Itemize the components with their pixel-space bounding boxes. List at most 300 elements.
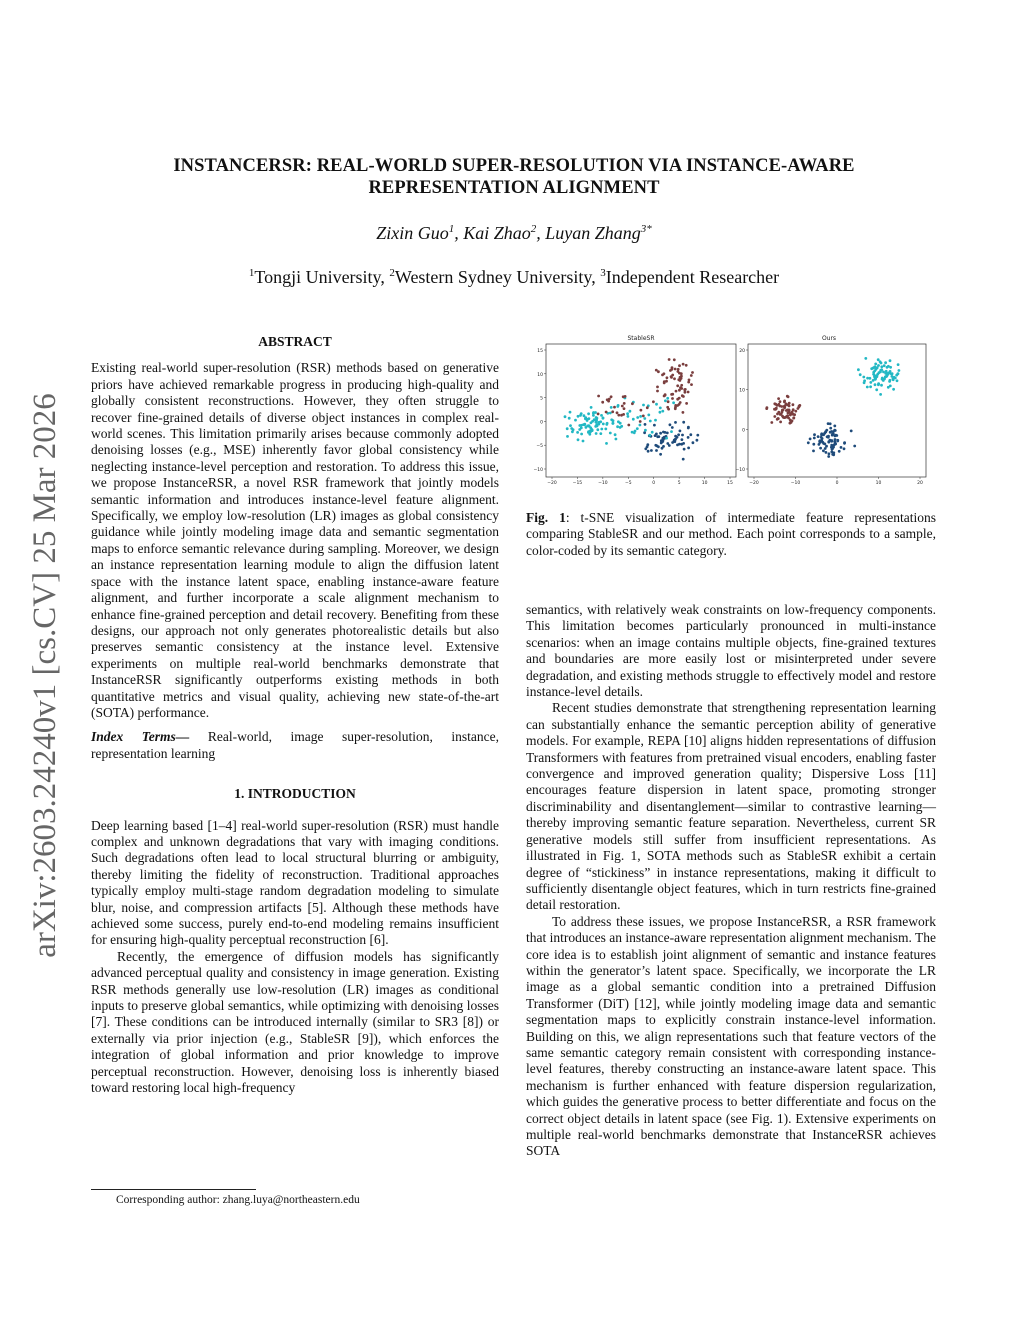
scatter-point <box>610 418 613 421</box>
scatter-point <box>866 386 869 389</box>
scatter-point <box>830 451 833 454</box>
scatter-point <box>778 403 781 406</box>
scatter-point <box>891 372 894 375</box>
scatter-point <box>785 403 788 406</box>
scatter-point <box>583 414 586 417</box>
affil-sup: 2 <box>389 267 395 279</box>
scatter-point <box>605 423 608 426</box>
scatter-point <box>664 399 667 402</box>
scatter-point <box>880 362 883 365</box>
scatter-point <box>683 388 686 391</box>
scatter-point <box>663 382 666 385</box>
x-tick-label: 0 <box>835 481 839 486</box>
scatter-point <box>655 449 658 452</box>
scatter-point <box>659 432 662 435</box>
scatter-point <box>669 423 672 426</box>
scatter-point <box>685 364 688 367</box>
scatter-point <box>680 443 683 446</box>
scatter-point <box>597 413 600 416</box>
scatter-point <box>782 409 785 412</box>
scatter-point <box>798 404 801 407</box>
scatter-point <box>665 437 668 440</box>
intro-paragraph-1: Deep learning based [1–4] real-world super-resolution (RSR) must handle complex and unknown degradations that vary with imaging conditions. Such degradations often lead to local structural blurring or ambiguity, thereby limiting the fidelity of reconstruction. Traditional approaches typically employ multi-stage random degradation modeling to simulate blur, noise, and compression artifacts [5]. Although these methods have achieved some success, purely end-to-end modeling remains insufficient for ensuring high-quality perceptual reconstruction [6]. <box>91 817 499 948</box>
scatter-point <box>656 390 659 393</box>
y-tick-label: 20 <box>739 349 745 354</box>
scatter-point <box>825 451 828 454</box>
index-terms-text: Real-world, image super-resolution, instance, representation learning <box>91 729 499 761</box>
scatter-point <box>597 395 600 398</box>
scatter-point <box>673 377 676 380</box>
scatter-point <box>605 411 608 414</box>
scatter-point <box>677 433 680 436</box>
y-tick-label: −10 <box>735 468 745 473</box>
scatter-point <box>791 411 794 414</box>
scatter-point <box>661 374 664 377</box>
affiliations <box>100 267 928 288</box>
scatter-point <box>568 417 571 420</box>
scatter-point <box>675 390 678 393</box>
scatter-point <box>653 424 656 427</box>
scatter-point <box>880 365 883 368</box>
figure-caption <box>526 510 936 559</box>
scatter-point <box>571 430 574 433</box>
affil-name: Tongji University, <box>254 267 390 287</box>
scatter-point <box>666 432 669 435</box>
scatter-point <box>604 428 607 431</box>
scatter-point <box>655 403 658 406</box>
scatter-point <box>579 414 582 417</box>
scatter-point <box>813 437 816 440</box>
x-tick-label: −20 <box>749 481 759 486</box>
scatter-point <box>610 406 613 409</box>
scatter-point <box>648 434 651 437</box>
scatter-point <box>577 438 580 441</box>
scatter-point <box>665 380 668 383</box>
right-paragraph-1: semantics, with relatively weak constraints on low-frequency components. This limitation becomes particularly pronounced in multi-instance scenarios: when an image contains multiple objects, fine-grained textures and boundaries are more easily lost or misinterpreted under severe degradation, and existing methods struggle to effectively model and restore instance-level details. <box>526 602 936 700</box>
scatter-point <box>623 407 626 410</box>
scatter-point <box>788 402 791 405</box>
scatter-point <box>619 426 622 429</box>
scatter-point <box>843 447 846 450</box>
scatter-point <box>676 436 679 439</box>
scatter-point <box>823 443 826 446</box>
scatter-point <box>666 397 669 400</box>
scatter-point <box>787 412 790 415</box>
scatter-point <box>859 373 862 376</box>
scatter-point <box>607 400 610 403</box>
scatter-point <box>656 386 659 389</box>
panel-title-ours: Ours <box>821 335 837 342</box>
author-name: Luyan Zhang <box>545 223 641 243</box>
scatter-point <box>655 369 658 372</box>
scatter-point <box>862 376 865 379</box>
scatter-point <box>827 436 830 439</box>
scatter-point <box>574 419 577 422</box>
scatter-point <box>827 422 830 425</box>
scatter-point <box>593 418 596 421</box>
scatter-point <box>671 426 674 429</box>
scatter-point <box>819 447 822 450</box>
x-tick-label: −5 <box>624 481 632 486</box>
scatter-point <box>779 400 782 403</box>
panel-ours <box>736 335 927 486</box>
scatter-point <box>696 434 699 437</box>
scatter-point <box>792 403 795 406</box>
scatter-point <box>621 405 624 408</box>
scatter-point <box>617 420 620 423</box>
scatter-point <box>671 397 674 400</box>
scatter-point <box>596 428 599 431</box>
scatter-point <box>834 429 837 432</box>
scatter-point <box>584 417 587 420</box>
scatter-point <box>597 421 600 424</box>
scatter-point <box>611 410 614 413</box>
affil-name: Western Sydney University, <box>394 267 601 287</box>
scatter-point <box>881 378 884 381</box>
scatter-point <box>794 410 797 413</box>
scatter-point <box>874 363 877 366</box>
scatter-point <box>833 425 836 428</box>
index-terms-label: Index Terms— <box>91 729 190 745</box>
scatter-point <box>644 429 647 432</box>
scatter-point <box>654 434 657 437</box>
scatter-point <box>661 440 664 443</box>
scatter-point <box>681 438 684 441</box>
scatter-point <box>676 398 679 401</box>
scatter-point <box>616 411 619 414</box>
scatter-point <box>657 445 660 448</box>
affil-name: Independent Researcher <box>605 267 780 287</box>
scatter-point <box>647 450 650 453</box>
scatter-point <box>626 412 629 415</box>
scatter-point <box>644 423 647 426</box>
scatter-point <box>832 432 835 435</box>
scatter-point <box>577 415 580 418</box>
scatter-point <box>689 433 692 436</box>
footnote-rule <box>91 1189 256 1190</box>
scatter-point <box>788 405 791 408</box>
y-tick-label: 5 <box>540 396 543 402</box>
scatter-point <box>828 452 831 455</box>
x-tick-label: −15 <box>572 481 583 486</box>
scatter-point <box>601 401 604 404</box>
scatter-point <box>627 424 630 427</box>
arxiv-stamp: arXiv:2603.24240v1 [cs.CV] 25 Mar 2026 <box>26 392 63 958</box>
scatter-point <box>673 440 676 443</box>
scatter-point <box>888 380 891 383</box>
scatter-point <box>612 422 615 425</box>
scatter-point <box>659 411 662 414</box>
scatter-point <box>667 400 670 403</box>
scatter-point <box>674 407 677 410</box>
scatter-point <box>777 417 780 420</box>
x-tick-label: −10 <box>598 481 608 486</box>
scatter-point <box>587 424 590 427</box>
scatter-point <box>812 450 815 453</box>
scatter-point <box>669 369 672 372</box>
scatter-point <box>609 432 612 435</box>
scatter-point <box>636 416 639 419</box>
right-paragraph-2: Recent studies demonstrate that strengthening representation learning can substantially enhance the semantic perception ability of generative models. For example, REPA [10] aligns hidden representations of diffusion Transformers with features from pretrained visual encoders, enabling faster convergence and improved generation quality; Dispersive Loss [11] encourages feature dispersion in latent space, promoting stronger discriminability and disentanglement—similar to contrastive learning—thereby improving semantic feature separation. Nevertheless, current SR generative models still suffer from insufficient representations. As illustrated in Fig. 1, SOTA methods such as StableSR exhibit a certain degree of “stickiness” in instance representations, making it difficult to sufficiently disentangle object features, which in turn restricts fine-grained detail restoration. <box>526 700 936 913</box>
scatter-point <box>588 433 591 436</box>
scatter-point <box>569 411 572 414</box>
scatter-point <box>652 400 655 403</box>
author-name: Kai Zhao <box>463 223 531 243</box>
scatter-point <box>820 439 823 442</box>
scatter-point <box>840 446 843 449</box>
scatter-point <box>888 371 891 374</box>
scatter-point <box>613 406 616 409</box>
scatter-point <box>817 435 820 438</box>
abstract-body: Existing real-world super-resolution (RSR) methods based on generative priors have achieved remarkable progress in producing high-quality and globally consistent reconstructions. However, they often struggle to recover fine-grained details of diverse object instances in complex real-world scenes. This limitation primarily arises because commonly adopted denoising losses (e.g., MSE) inherently favor global consistency while neglecting instance-level perception and restoration. To address this issue, we propose InstanceRSR, a novel RSR framework that jointly models semantic information and introduces instance-level feature alignment. Specifically, we employ low-resolution (LR) images as global consistency guidance while jointly modeling image data and semantic segmentation maps to enforce semantic relevance during sampling. Moreover, we design an instance representation learning module to align the diffusion latent space with the instance latent space, enabling instance-aware feature alignment, and further incorporate a scale alignment mechanism to enhance fine-grained perception and detail recovery. Benefiting from these designs, our approach not only generates photorealistic details but also preserves semantic consistency at the instance level. Extensive experiments on multiple real-world benchmarks demonstrate that InstanceRSR significantly outperforms existing methods in both quantitative metrics and visual quality, achieving new state-of-the-art (SOTA) performance. <box>91 360 499 720</box>
scatter-point <box>602 423 605 426</box>
scatter-point <box>578 424 581 427</box>
scatter-point <box>679 386 682 389</box>
title-line-1: INSTANCERSR: REAL-WORLD SUPER-RESOLUTION VIA INSTANCE-AWARE <box>173 156 855 176</box>
scatter-point <box>687 381 690 384</box>
scatter-point <box>631 431 634 434</box>
scatter-point <box>793 413 796 416</box>
y-tick-label: −5 <box>536 444 543 450</box>
scatter-point <box>869 381 872 384</box>
scatter-point <box>600 414 603 417</box>
panel-stablesr <box>534 335 737 486</box>
scatter-point <box>632 418 635 421</box>
scatter-point <box>825 445 828 448</box>
scatter-point <box>896 373 899 376</box>
scatter-point <box>666 442 669 445</box>
scatter-point <box>870 367 873 370</box>
scatter-point <box>636 427 639 430</box>
scatter-point <box>674 421 677 424</box>
scatter-point <box>647 414 650 417</box>
scatter-point <box>634 430 637 433</box>
title-line-2: REPRESENTATION ALIGNMENT <box>368 178 660 198</box>
scatter-point <box>680 384 683 387</box>
scatter-point <box>590 406 593 409</box>
scatter-point <box>631 402 634 405</box>
scatter-point <box>582 440 585 443</box>
x-tick-label: 5 <box>677 481 681 486</box>
scatter-point <box>624 395 627 398</box>
author-sup: 3* <box>640 223 652 235</box>
scatter-point <box>614 433 617 436</box>
scatter-point <box>896 379 899 382</box>
scatter-point <box>651 431 654 434</box>
scatter-point <box>770 421 773 424</box>
scatter-point <box>639 424 642 427</box>
scatter-point <box>879 393 882 396</box>
scatter-point <box>691 371 694 374</box>
scatter-point <box>884 376 887 379</box>
scatter-point <box>615 438 618 441</box>
scatter-point <box>687 427 690 430</box>
scatter-point <box>682 421 685 424</box>
scatter-point <box>683 448 686 451</box>
scatter-point <box>616 425 619 428</box>
author-sup: 2 <box>530 223 537 235</box>
caption-text: : t-SNE visualization of intermediate feature representations comparing StableSR and our method. Each point corresponds to a sample, color-coded by its semantic category. <box>526 510 936 558</box>
scatter-point <box>654 419 657 422</box>
affil-sup: 1 <box>248 267 255 279</box>
scatter-point <box>878 371 881 374</box>
left-column <box>91 334 499 1096</box>
scatter-point <box>877 358 880 361</box>
scatter-point <box>687 447 690 450</box>
scatter-point <box>643 431 646 434</box>
scatter-point <box>863 381 866 384</box>
scatter-point <box>783 406 786 409</box>
y-tick-label: 0 <box>540 420 543 426</box>
scatter-point <box>843 442 846 445</box>
right-column <box>526 602 936 1160</box>
scatter-point <box>668 358 671 361</box>
scatter-point <box>777 397 780 400</box>
scatter-point <box>609 412 612 415</box>
scatter-point <box>677 370 680 373</box>
scatter-point <box>642 415 645 418</box>
scatter-point <box>610 395 613 398</box>
scatter-point <box>773 415 776 418</box>
scatter-point <box>884 361 887 364</box>
scatter-point <box>765 407 768 410</box>
scatter-point <box>813 433 816 436</box>
scatter-point <box>830 446 833 449</box>
scatter-point <box>666 376 669 379</box>
scatter-point <box>807 441 810 444</box>
scatter-point <box>869 385 872 388</box>
scatter-point <box>889 385 892 388</box>
scatter-point <box>580 433 583 436</box>
scatter-point <box>605 442 608 445</box>
intro-heading: 1. INTRODUCTION <box>234 786 356 802</box>
scatter-point <box>684 391 687 394</box>
scatter-point <box>687 436 690 439</box>
intro-paragraph-2: Recently, the emergence of diffusion models has significantly advanced perceptual quality and consistency in image generation. Existing RSR methods generally use low-resolution (LR) images as conditional inputs to preserve global semantics, while optimizing with denoising losses [7]. These conditions can be introduced internally (similar to SR3 [8]) or externally via prior injection (e.g., StableSR [9]), which enforces the integration of global information and prior knowledge to improve perceptual reconstruction. However, denoising loss is inherently biased toward restoring local high-frequency <box>91 948 499 1096</box>
scatter-point <box>820 434 823 437</box>
scatter-point <box>679 401 682 404</box>
scatter-point <box>564 415 567 418</box>
y-tick-label: −10 <box>533 468 543 473</box>
scatter-point <box>812 443 815 446</box>
scatter-point <box>874 365 877 368</box>
scatter-point <box>792 417 795 420</box>
scatter-point <box>864 357 867 360</box>
x-tick-label: 20 <box>917 481 923 486</box>
scatter-point <box>576 431 579 434</box>
scatter-point <box>595 423 598 426</box>
scatter-point <box>690 374 693 377</box>
scatter-point <box>599 432 602 435</box>
paper-title <box>100 155 928 199</box>
author-list: Zixin Guo$^1$, Kai Zhao$^2$, Luyan Zhang$^{3*}$ <box>376 223 652 243</box>
scatter-point <box>880 384 883 387</box>
y-tick-label: 10 <box>537 372 543 378</box>
scatter-point <box>785 409 788 412</box>
y-tick-label: 10 <box>739 388 745 394</box>
x-tick-label: 0 <box>652 481 656 486</box>
scatter-point <box>657 435 660 438</box>
scatter-point <box>659 407 662 410</box>
scatter-point <box>670 393 673 396</box>
x-tick-label: −10 <box>790 481 801 486</box>
scatter-point <box>595 421 598 424</box>
scatter-point <box>679 430 682 433</box>
scatter-point <box>596 417 599 420</box>
scatter-point <box>829 431 832 434</box>
scatter-point <box>617 414 620 417</box>
scatter-point <box>639 415 642 418</box>
scatter-point <box>620 414 623 417</box>
scatter-point <box>789 419 792 422</box>
scatter-point <box>680 372 683 375</box>
scatter-point <box>654 444 657 447</box>
scatter-point <box>566 435 569 438</box>
scatter-point <box>873 375 876 378</box>
scatter-point <box>775 407 778 410</box>
scatter-point <box>673 358 676 361</box>
scatter-point <box>822 449 825 452</box>
scatter-point <box>664 431 667 434</box>
scatter-point <box>892 388 895 391</box>
scatter-point <box>696 439 699 442</box>
scatter-point <box>897 363 900 366</box>
scatter-point <box>566 427 569 430</box>
scatter-point <box>646 406 649 409</box>
scatter-point <box>589 426 592 429</box>
scatter-point <box>662 445 665 448</box>
scatter-point <box>866 377 869 380</box>
scatter-point <box>583 423 586 426</box>
scatter-point <box>627 415 630 418</box>
author-name: Zixin Guo <box>376 223 449 243</box>
scatter-point <box>649 420 652 423</box>
scatter-point <box>682 363 685 366</box>
index-terms <box>91 729 499 762</box>
scatter-point <box>629 410 632 413</box>
scatter-point <box>857 368 860 371</box>
scatter-point <box>678 389 681 392</box>
scatter-point <box>786 416 789 419</box>
scatter-point <box>680 377 683 380</box>
scatter-point <box>690 383 693 386</box>
scatter-point <box>674 368 677 371</box>
scatter-point <box>639 420 642 423</box>
scatter-point <box>779 421 782 424</box>
scatter-point <box>875 388 878 391</box>
x-tick-label: −20 <box>547 481 557 486</box>
scatter-point <box>884 372 887 375</box>
scatter-point <box>829 439 832 442</box>
scatter-point <box>838 450 841 453</box>
scatter-point <box>592 414 595 417</box>
author-sup: 1 <box>448 223 455 235</box>
scatter-point <box>667 408 670 411</box>
scatter-point <box>682 458 685 461</box>
scatter-point <box>623 402 626 405</box>
scatter-point <box>685 402 688 405</box>
scatter-point <box>661 410 664 413</box>
footnote: Corresponding author: zhang.luya@northeastern.edu <box>116 1194 360 1206</box>
scatter-point <box>877 383 880 386</box>
scatter-point <box>894 377 897 380</box>
scatter-point <box>786 395 789 398</box>
scatter-point <box>650 449 653 452</box>
scatter-point <box>692 441 695 444</box>
scatter-point <box>659 453 662 456</box>
scatter-point <box>681 434 684 437</box>
scatter-point <box>664 394 667 397</box>
